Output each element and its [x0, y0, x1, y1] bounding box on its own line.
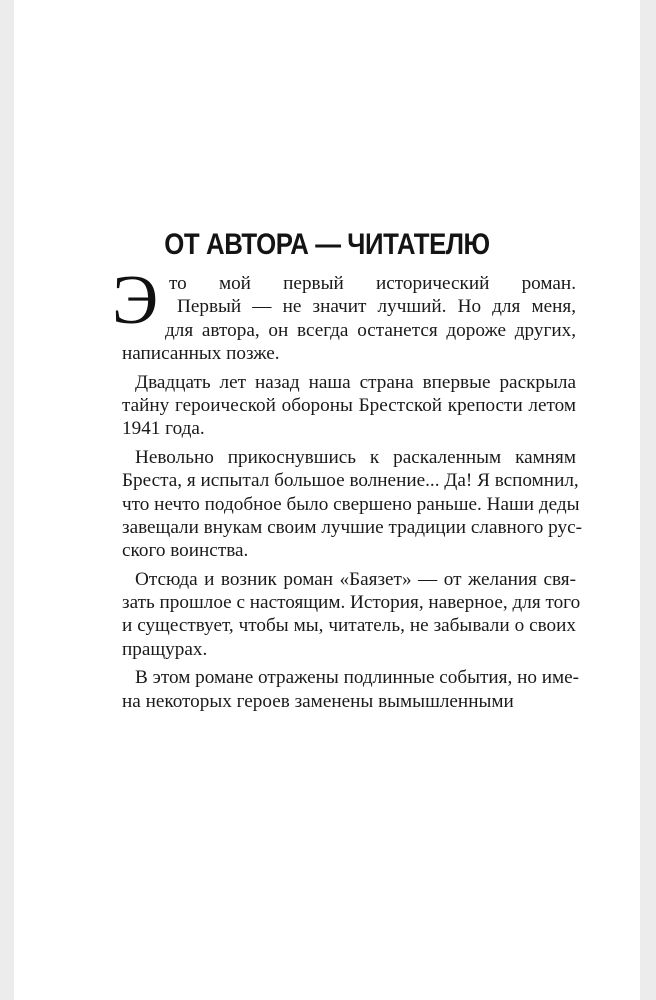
text-line: написанных позже. — [122, 343, 280, 365]
text-line: и существует, чтобы мы, читатель, не забывали о своих — [122, 615, 576, 637]
text-line: Первый — не значит лучший. Но для меня, — [177, 296, 576, 318]
text-line: ского воинства. — [122, 540, 249, 562]
text-line: тайну героической обороны Брестской крепости летом — [122, 394, 576, 416]
text-line: Невольно прикоснувшись к раскаленным камням — [135, 446, 576, 468]
text-line: что нечто подобное было свершено раньше. Наши деды — [122, 493, 580, 515]
body-text — [112, 262, 583, 713]
text-line: Бреста, я испытал большое волнение... Да! Я вспомнил, — [122, 470, 579, 492]
text-line: на некоторых героев заменены вымышленными — [122, 690, 514, 712]
text-line: для автора, он всегда останется дороже других, — [165, 319, 576, 341]
text-line: то мой первый исторический роман. — [169, 273, 576, 294]
text-line: 1941 года. — [122, 418, 205, 440]
chapter-title: ОТ АВТОРА — ЧИТАТЕЛЮ — [164, 228, 490, 261]
drop-cap: Э — [112, 262, 159, 339]
book-page — [14, 0, 640, 1000]
text-line: Двадцать лет назад наша страна впервые раскрыла — [135, 371, 576, 393]
text-line: В этом романе отражены подлинные события, но име- — [135, 667, 580, 689]
text-line: зать прошлое с настоящим. История, наверное, для того — [122, 592, 581, 614]
text-line: завещали внукам своим лучшие традиции славного рус- — [122, 516, 583, 538]
text-line: пращурах. — [122, 638, 208, 660]
text-line: Отсюда и возник роман «Баязет» — от желания свя- — [135, 568, 576, 590]
